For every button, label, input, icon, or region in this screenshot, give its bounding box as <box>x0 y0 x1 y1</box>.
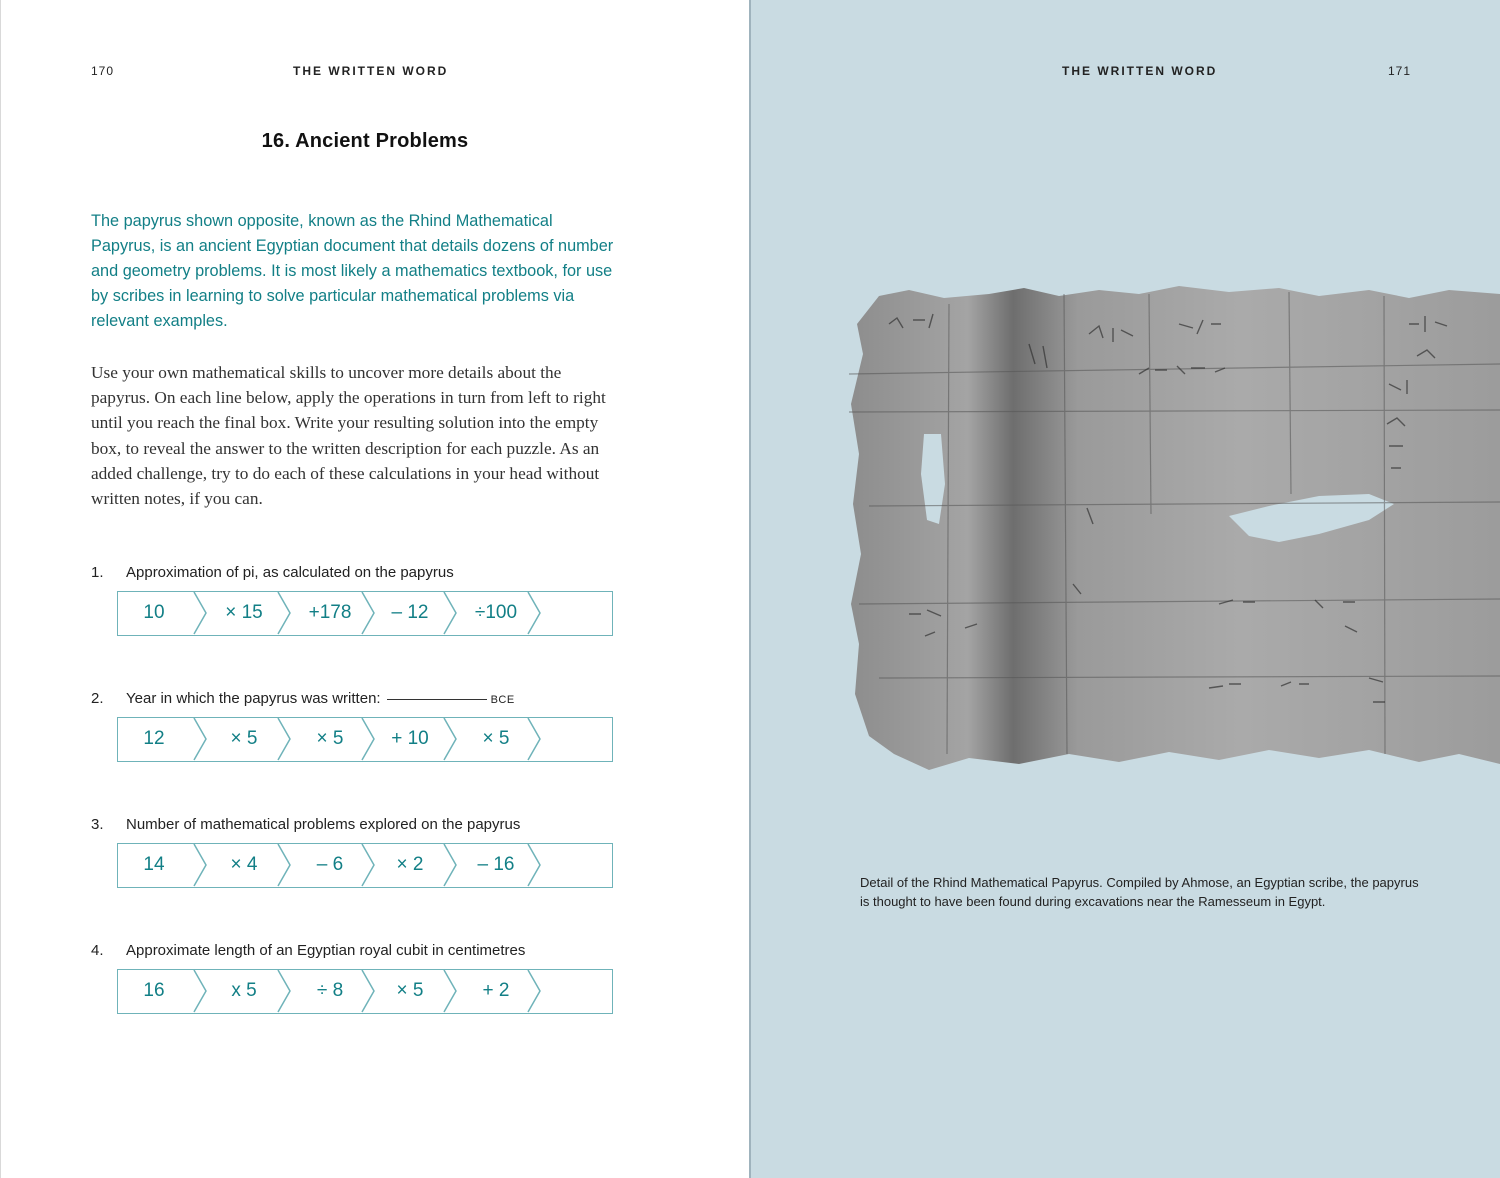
operation-chain <box>117 591 613 636</box>
running-head-right: THE WRITTEN WORD <box>1062 64 1218 78</box>
operation-chain <box>117 969 613 1014</box>
step-cell: 10 <box>143 602 165 623</box>
running-head-left: THE WRITTEN WORD <box>293 64 449 78</box>
page-number-left: 170 <box>91 64 115 78</box>
step-cell: – 6 <box>316 854 344 875</box>
answer-box[interactable] <box>528 844 618 886</box>
operation-chain <box>117 717 613 762</box>
step-cell: 14 <box>143 854 165 875</box>
step-cell: x 5 <box>231 980 257 1001</box>
body-paragraph: Use your own mathematical skills to uncover more details about the papyrus. On each line below, apply the operations in turn from left to right until you reach the final box. Write your resulting solution into the empty box, to reveal the answer to the written description for each puzzle. As an added challenge, try to do each of these calculations in your head without written notes, if you can. <box>91 363 606 509</box>
step-cell: × 4 <box>230 854 258 875</box>
step-cell: × 15 <box>225 602 263 623</box>
step-cell: × 2 <box>396 854 424 875</box>
operation-chain <box>117 843 613 888</box>
answer-box[interactable] <box>528 592 618 634</box>
page-title: 16. Ancient Problems <box>261 130 469 152</box>
step-cell: × 5 <box>396 980 424 1001</box>
problem-question-line <box>126 690 515 707</box>
papyrus-photo <box>849 284 1500 774</box>
problem-number: 3. <box>91 816 104 833</box>
step-cell: ÷ 8 <box>316 980 344 1001</box>
step-cell: + 2 <box>482 980 510 1001</box>
problem-question: Approximation of pi, as calculated on the papyrus <box>126 564 454 581</box>
bce-label: BCE <box>490 694 515 706</box>
chevron-icon <box>194 970 206 1012</box>
problem-question: Year in which the papyrus was written: <box>126 690 381 707</box>
step-cell: – 16 <box>477 854 515 875</box>
step-cell: +178 <box>308 602 352 623</box>
step-cell: ÷100 <box>474 602 518 623</box>
chevron-icon <box>194 592 206 634</box>
chevron-icon <box>194 718 206 760</box>
figure-caption: Detail of the Rhind Mathematical Papyrus. Compiled by Ahmose, an Egyptian scribe, the papyrus is thought to have been found during excavations near the Ramesseum in Egypt. <box>860 875 1419 909</box>
problem-number: 1. <box>91 564 104 581</box>
problem-number: 2. <box>91 690 104 707</box>
problem-number: 4. <box>91 942 104 959</box>
answer-box[interactable] <box>528 970 618 1012</box>
step-cell: 12 <box>143 728 165 749</box>
chevron-icon <box>194 844 206 886</box>
step-cell: + 10 <box>391 728 429 749</box>
step-cell: × 5 <box>482 728 510 749</box>
problem-question: Number of mathematical problems explored on the papyrus <box>126 816 521 833</box>
step-cell: 16 <box>143 980 165 1001</box>
problem-question: Approximate length of an Egyptian royal cubit in centimetres <box>126 942 526 959</box>
step-cell: × 5 <box>230 728 258 749</box>
step-cell: × 5 <box>316 728 344 749</box>
page-number-right: 171 <box>1388 64 1412 78</box>
answer-box[interactable] <box>528 718 618 760</box>
answer-blank-line <box>387 699 487 700</box>
step-cell: – 12 <box>391 602 429 623</box>
intro-paragraph: The papyrus shown opposite, known as the Rhind Mathematical Papyrus, is an ancient Egyptian document that details dozens of number and geometry problems. It is most likely a mathematics textbook, for use by scribes in learning to solve particular mathematical problems via relevant examples. <box>91 212 614 330</box>
